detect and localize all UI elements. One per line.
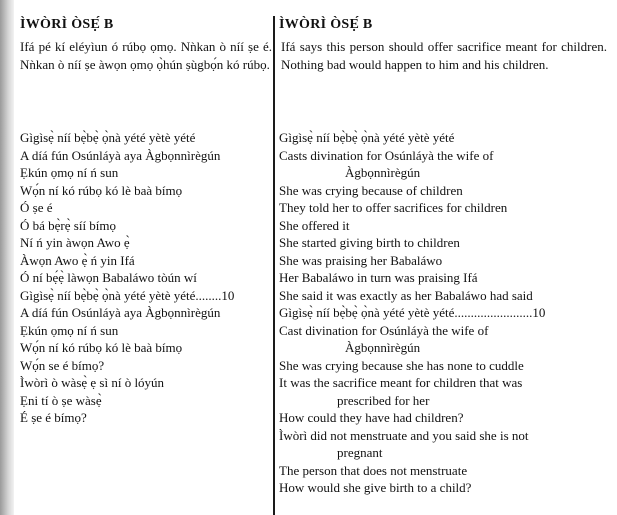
english-verse-line: prescribed for her — [337, 392, 430, 408]
english-heading: ÌWÒRÌ ÒSẸ́ B — [279, 17, 373, 32]
yoruba-verse-line: Wọ́n se é bímọ? — [20, 357, 105, 373]
yoruba-verse-line: Gìgìsẹ̀ níí bẹ̀bẹ̀ ọ̀nà yété yètè yété........10 — [20, 287, 235, 303]
english-verse-line: She started giving birth to children — [279, 235, 460, 250]
english-verse-line: Àgbọnnìrègún — [345, 340, 421, 355]
english-verse-list — [279, 129, 545, 497]
yoruba-verse-line: A díá fún Osúnláyà aya Àgbọnnìrègún — [20, 305, 221, 320]
yoruba-verse-list — [20, 129, 234, 427]
english-verse-line: They told her to offer sacrifices for children — [279, 200, 508, 215]
yoruba-verse-line: Gìgìsẹ̀ níí bẹ̀bẹ̀ ọ̀nà yété yètè yété — [20, 130, 196, 145]
english-verse-line: How could they have had children? — [279, 410, 464, 425]
english-verse-line: pregnant — [337, 445, 383, 460]
english-verse-line: She said it was exactly as her Babaláwo had said — [279, 287, 533, 303]
english-verse-line: It was the sacrifice meant for children that was — [279, 375, 523, 390]
yoruba-verse-line: Ẹkún ọmọ ní ń sun — [20, 165, 119, 180]
yoruba-verse-line: Ní ń yin àwọn Awo ẹ̀ — [20, 235, 130, 250]
english-verse-line: The person that does not menstruate — [279, 462, 468, 478]
english-verse-line: Her Babaláwo in turn was praising Ifá — [279, 270, 478, 285]
english-verse-line: Casts divination for Osúnláyà the wife of — [279, 147, 494, 163]
yoruba-verse-line: Ẹkún ọmọ ní ń sun — [20, 322, 119, 338]
yoruba-verse-line: Ó ṣe é — [20, 200, 53, 215]
english-verse-line: She was crying because she has none to cuddle — [279, 357, 524, 373]
yoruba-heading: ÌWÒRÌ ÒSẸ́ B — [20, 17, 114, 32]
english-verse-line: Àgbọnnìrègún — [345, 165, 421, 180]
yoruba-verse-line: A díá fún Osúnláyà aya Àgbọnnìrègún — [20, 147, 221, 163]
yoruba-verse-line: Ó bá bẹ̀rẹ̀ síí bímọ — [20, 217, 117, 233]
yoruba-verse-line: Ẹni tí ò ṣe wàsẹ̀ — [20, 392, 102, 408]
yoruba-verse-line: Àwọn Awo ẹ̀ ń yin Ifá — [20, 252, 135, 268]
yoruba-verse-line: Wọ́n ní kó rúbọ kó lè baà bímọ — [20, 182, 183, 198]
column-divider — [273, 16, 275, 515]
yoruba-verse-line: Ó ní bẹ́ẹ̀ làwọn Babaláwo tòún wí — [20, 270, 197, 285]
yoruba-intro: Ifá pé kí eléyìun ó rúbọ ọmọ. Nǹkan ò níí ṣe é. Nǹkan ò níí ṣe àwọn ọmọ ọ̀hún ṣùgbọ́n kó rúbọ. — [20, 39, 272, 72]
english-verse-line: How would she give birth to a child? — [279, 480, 472, 495]
yoruba-verse-line: Wọ́n ní kó rúbọ kó lè baà bímọ — [20, 340, 183, 355]
english-verse-line: She offered it — [279, 217, 350, 233]
english-verse-line: Gìgìsẹ̀ níí bẹ̀bẹ̀ ọ̀nà yété yètè yété........................10 — [279, 305, 546, 320]
english-verse-line: She was crying because of children — [279, 182, 463, 198]
english-verse-line: Gìgìsẹ̀ níí bẹ̀bẹ̀ ọ̀nà yété yètè yété — [279, 130, 455, 145]
english-verse-line: She was praising her Babaláwo — [279, 252, 443, 268]
yoruba-verse-line: Ìwòrì ò wàsẹ̀ ẹ sì ní ò lóyún — [20, 375, 165, 390]
page-gutter-shadow — [0, 0, 14, 515]
yoruba-verse-line: É ṣe é bímọ? — [20, 410, 87, 425]
english-verse-line: Cast divination for Osúnláyà the wife of — [279, 322, 489, 338]
english-intro: Ifá says this person should offer sacrifice meant for children. Nothing bad would happen to him and his children. — [281, 39, 607, 72]
english-verse-line: Ìwòrì did not menstruate and you said she is not — [279, 427, 529, 443]
